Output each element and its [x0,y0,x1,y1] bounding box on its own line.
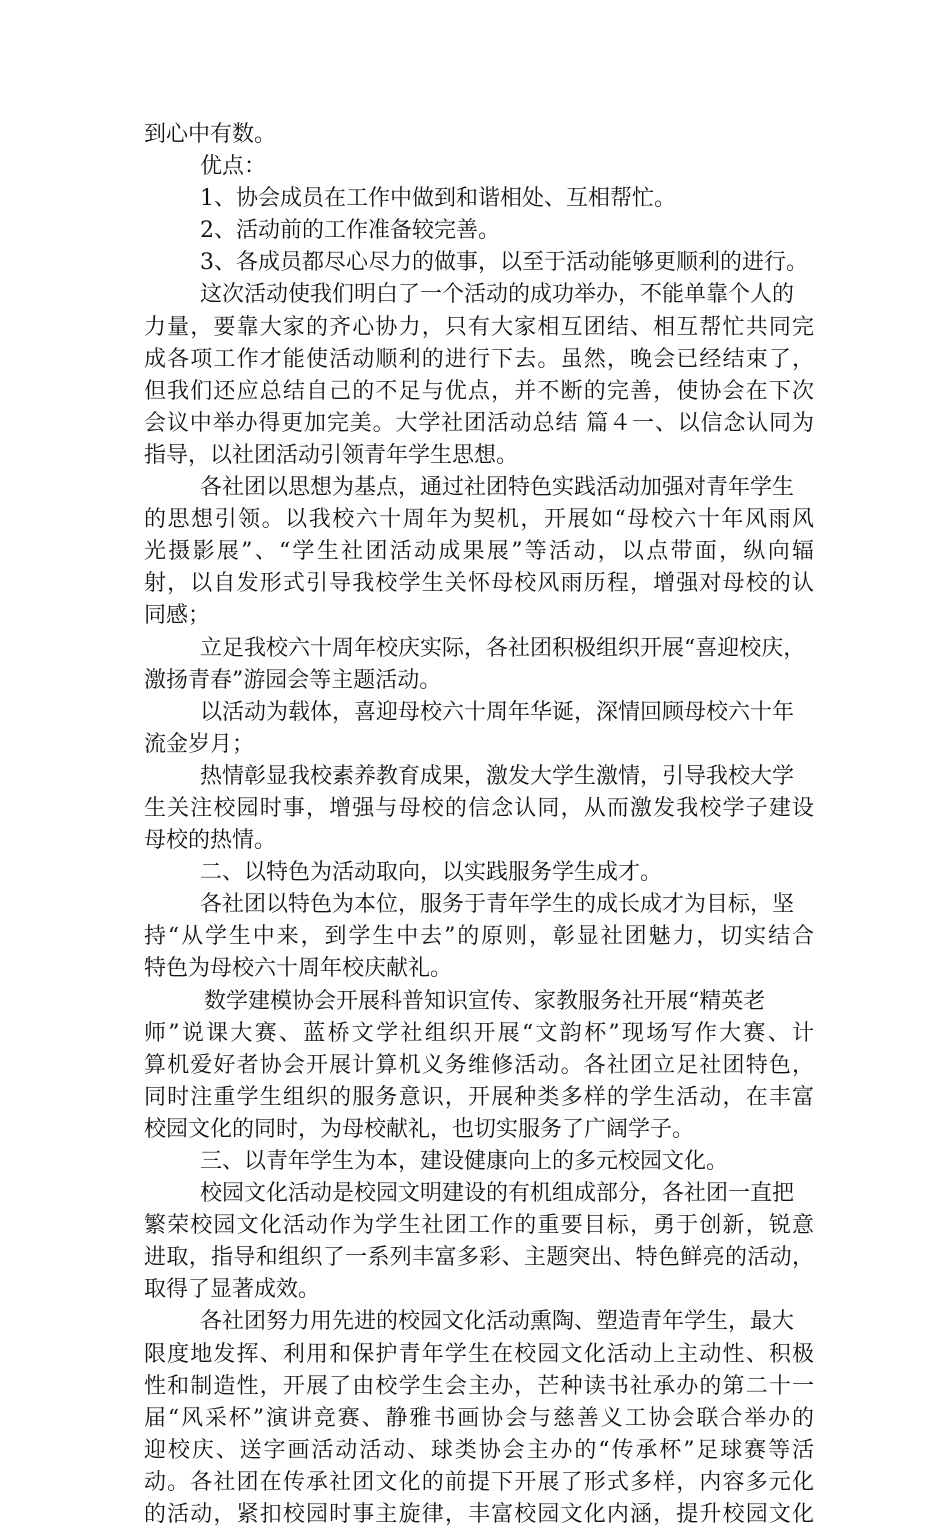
text-line: 1、协会成员在工作中做到和谐相处、互相帮忙。 [200,186,676,212]
text-line: 的活动，紧扣校园时事主旋律，丰富校园文化内涵，提升校园文化 [144,1502,814,1528]
document-body [144,119,814,1531]
text-line: 取得了显著成效。 [144,1277,321,1303]
text-line: 进取，指导和组织了一系列丰富多彩、主题突出、特色鲜亮的活动， [144,1245,814,1271]
text-line: 持“从学生中来，到学生中去”的原则，彰显社团魅力，切实结合 [144,924,814,950]
text-line: 的思想引领。以我校六十周年为契机，开展如“母校六十年风雨风 [144,507,814,533]
text-line: 师”说课大赛、蓝桥文学社组织开展“文韵杯”现场写作大赛、计 [144,1020,814,1046]
text-line: 这次活动使我们明白了一个活动的成功举办，不能单靠个人的 [200,282,795,308]
text-line: 激扬青春”游园会等主题活动。 [144,667,442,693]
text-line: 力量，要靠大家的齐心协力，只有大家相互团结、相互帮忙共同完 [144,314,814,340]
text-line: 以活动为载体，喜迎母校六十周年华诞，深情回顾母校六十年 [200,699,795,725]
text-line: 立足我校六十周年校庆实际，各社团积极组织开展“喜迎校庆， [200,635,806,661]
text-line: 但我们还应总结自己的不足与优点，并不断的完善，使协会在下次 [144,378,814,404]
text-line: 射，以自发形式引导我校学生关怀母校风雨历程，增强对母校的认 [144,571,814,597]
text-line: 繁荣校园文化活动作为学生社团工作的重要目标，勇于创新，锐意 [144,1213,814,1239]
text-line: 流金岁月； [144,731,255,757]
text-line: 优点： [200,154,267,180]
text-line: 特色为母校六十周年校庆献礼。 [144,956,453,982]
text-line: 3、各成员都尽心尽力的做事，以至于活动能够更顺利的进行。 [200,250,808,276]
text-line: 届“风采杯”演讲竞赛、静雅书画协会与慈善义工协会联合举办的 [144,1405,814,1431]
text-line: 各社团以思想为基点，通过社团特色实践活动加强对青年学生 [200,475,795,501]
text-line: 会议中举办得更加完美。大学社团活动总结 篇４一、以信念认同为 [144,410,814,436]
text-line: 生关注校园时事，增强与母校的信念认同，从而激发我校学子建设 [144,795,814,821]
text-line: 二、以特色为活动取向，以实践服务学生成才。 [200,860,663,886]
text-line: 校园文化的同时，为母校献礼，也切实服务了广阔学子。 [144,1116,695,1142]
text-line: 各社团以特色为本位，服务于青年学生的成长成才为目标，坚 [200,892,795,918]
text-line: 光摄影展”、“学生社团活动成果展”等活动，以点带面，纵向辐 [144,539,814,565]
text-line: 算机爱好者协会开展计算机义务维修活动。各社团立足社团特色， [144,1052,814,1078]
text-line: 同时注重学生组织的服务意识，开展种类多样的学生活动，在丰富 [144,1084,814,1110]
text-line: 成各项工作才能使活动顺利的进行下去。虽然，晚会已经结束了， [144,346,814,372]
text-line: 限度地发挥、利用和保护青年学生在校园文化活动上主动性、积极 [144,1341,814,1367]
text-line: 到心中有数。 [144,122,277,147]
text-line: 指导，以社团活动引领青年学生思想。 [144,442,519,468]
text-line: 数学建模协会开展科普知识宣传、家教服务社开展“精英老 [204,988,766,1014]
text-line: 迎校庆、送字画活动活动、球类协会主办的“传承杯”足球赛等活 [144,1437,814,1463]
text-line: 校园文化活动是校园文明建设的有机组成部分，各社团一直把 [200,1181,795,1207]
text-line: 性和制造性，开展了由校学生会主办，芒种读书社承办的第二十一 [144,1373,814,1399]
text-line: 热情彰显我校素养教育成果，激发大学生激情，引导我校大学 [200,763,795,789]
text-line: 同感； [144,603,211,629]
text-line: 母校的热情。 [144,828,277,854]
text-line: 动。各社团在传承社团文化的前提下开展了形式多样，内容多元化 [144,1469,814,1495]
text-line: 三、以青年学生为本，建设健康向上的多元校园文化。 [200,1149,729,1174]
text-line: 2、活动前的工作准备较完善。 [200,218,500,244]
text-line: 各社团努力用先进的校园文化活动熏陶、塑造青年学生，最大 [200,1309,795,1335]
